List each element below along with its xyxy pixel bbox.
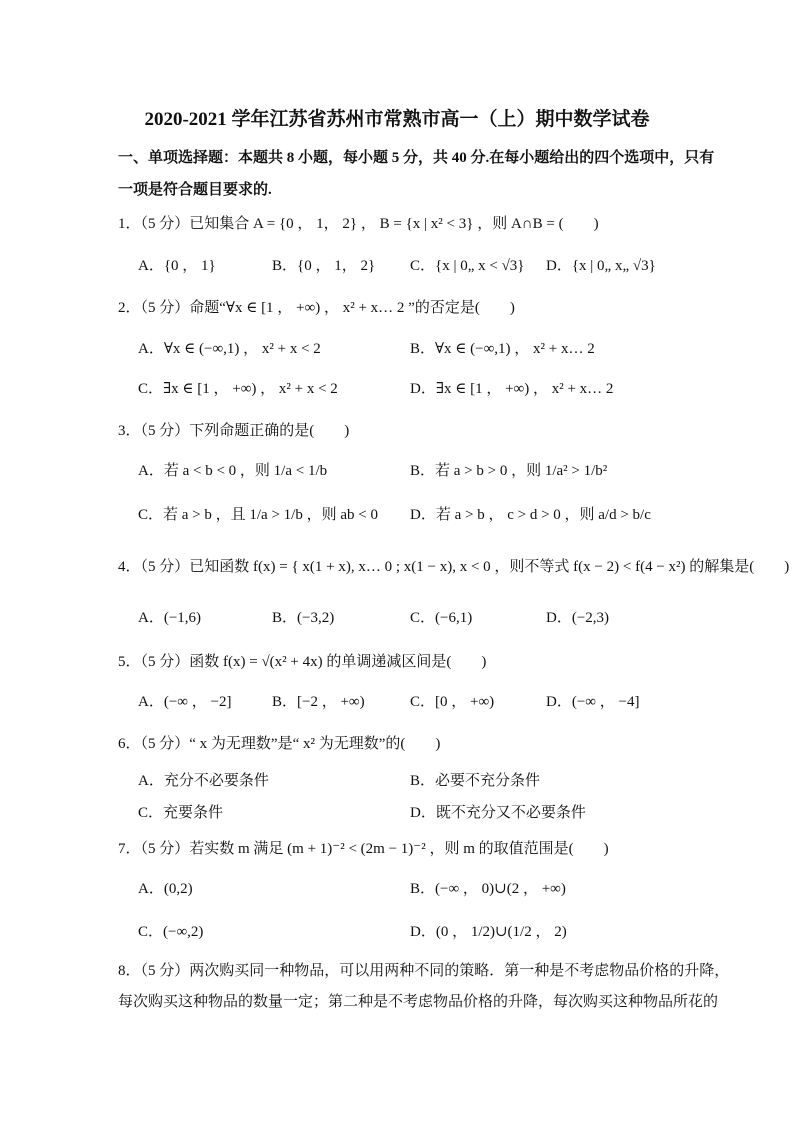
q5-option-b: B．[−2 ， +∞)	[272, 694, 365, 710]
q2-option-d: D．∃x ∈ [1 ， +∞) ， x² + x… 2	[410, 381, 614, 397]
question-6-stem: 6．（5 分）“ x 为无理数”是“ x² 为无理数”的( )	[118, 736, 441, 752]
question-3-stem: 3．（5 分）下列命题正确的是( )	[118, 423, 350, 439]
q4-option-b: B．(−3,2)	[272, 610, 335, 626]
q1-option-b: B．{0 ， 1， 2}	[272, 258, 376, 274]
q7-option-d: D．(0 ， 1/2)∪(1/2 ， 2)	[410, 924, 567, 940]
q7-option-c: C．(−∞,2)	[138, 924, 204, 940]
section-heading-line2: 一项是符合题目要求的.	[118, 182, 272, 198]
q3-option-b: B．若 a > b > 0 ，则 1/a² > 1/b²	[410, 463, 608, 479]
q3-option-d: D．若 a > b ， c > d > 0 ，则 a/d > b/c	[410, 507, 651, 523]
q4-option-c: C．(−6,1)	[410, 610, 473, 626]
q4-option-a: A．(−1,6)	[138, 610, 202, 626]
q7-option-b: B．(−∞ ， 0)∪(2 ， +∞)	[410, 881, 566, 897]
q3-option-c: C．若 a > b ，且 1/a > 1/b ，则 ab < 0	[138, 507, 378, 523]
q5-option-c: C．[0 ， +∞)	[410, 694, 495, 710]
q2-option-b: B．∀x ∈ (−∞,1) ， x² + x… 2	[410, 341, 595, 357]
question-8-line1: 8．（5 分）两次购买同一种物品，可以用两种不同的策略．第一种是不考虑物品价格的升降，	[118, 963, 730, 979]
q4-option-d: D．(−2,3)	[546, 610, 610, 626]
question-7-stem: 7．（5 分）若实数 m 满足 (m + 1)⁻² < (2m − 1)⁻² ，则 m 的取值范围是( )	[118, 841, 609, 857]
question-2-stem: 2．（5 分）命题“∀x ∈ [1 ， +∞) ， x² + x… 2 ”的否定是( )	[118, 300, 515, 316]
q1-option-d: D．{x | 0„ x„ √3}	[546, 258, 656, 274]
q5-option-a: A．(−∞ ， −2]	[138, 694, 232, 710]
q1-option-a: A．{0 ， 1}	[138, 258, 216, 274]
q2-option-c: C．∃x ∈ [1 ， +∞) ， x² + x < 2	[138, 381, 338, 397]
page-title: 2020-2021 学年江苏省苏州市常熟市高一（上）期中数学试卷	[144, 109, 650, 130]
question-4-stem: 4．（5 分）已知函数 f(x) = { x(1 + x), x… 0 ; x(1 − x), x < 0 ，则不等式 f(x − 2) < f(4 − x²) 的解集是( )	[118, 559, 790, 575]
question-1-stem: 1．（5 分）已知集合 A = {0 ， 1， 2} ， B = {x | x² < 3} ，则 A∩B = ( )	[118, 216, 599, 232]
q3-option-a: A．若 a < b < 0 ，则 1/a < 1/b	[138, 463, 328, 479]
q6-option-d: D．既不充分又不必要条件	[410, 805, 586, 821]
section-heading-line1: 一、单项选择题：本题共 8 小题，每小题 5 分，共 40 分.在每小题给出的四个选项中，只有	[118, 150, 715, 166]
q6-option-c: C．充要条件	[138, 805, 224, 821]
q5-option-d: D．(−∞ ， −4]	[546, 694, 640, 710]
q7-option-a: A．(0,2)	[138, 881, 193, 897]
q1-option-c: C．{x | 0„ x < √3}	[410, 258, 525, 274]
q6-option-b: B．必要不充分条件	[410, 773, 541, 789]
question-5-stem: 5．（5 分）函数 f(x) = √(x² + 4x) 的单调递减区间是( )	[118, 654, 487, 670]
q2-option-a: A．∀x ∈ (−∞,1) ， x² + x < 2	[138, 341, 321, 357]
question-8-line2: 每次购买这种物品的数量一定；第二种是不考虑物品价格的升降，每次购买这种物品所花的	[118, 994, 719, 1010]
q6-option-a: A．充分不必要条件	[138, 773, 269, 789]
